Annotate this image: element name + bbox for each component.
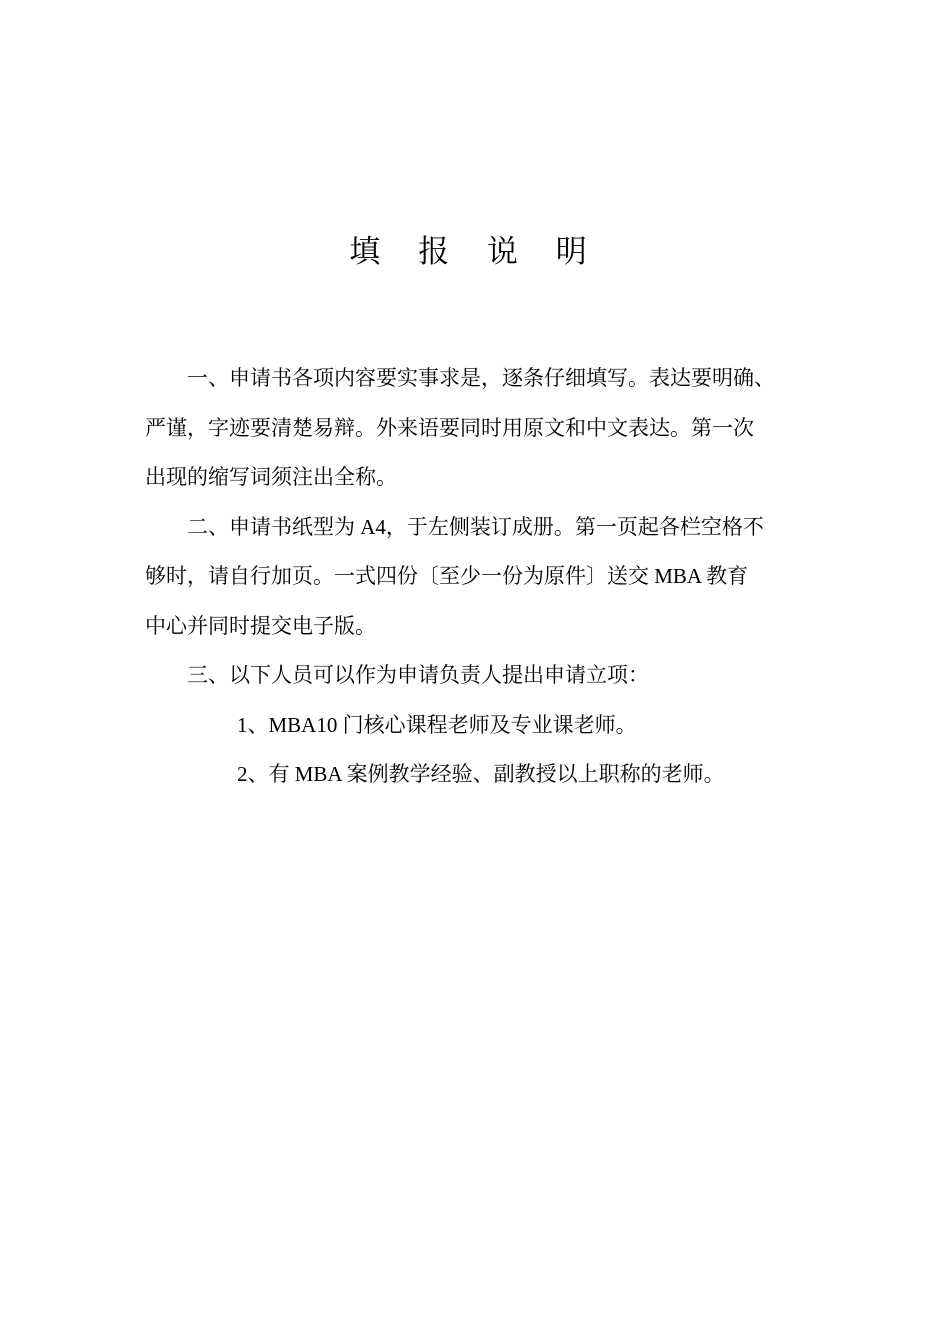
- paragraph-line: 一、申请书各项内容要实事求是，逐条仔细填写。表达要明确、: [187, 366, 775, 390]
- instruction-paragraph-2: [145, 503, 823, 652]
- eligible-item-2: 2、有 MBA 案例教学经验、副教授以上职称的老师。: [237, 762, 725, 786]
- instructions-body: [145, 354, 823, 800]
- paragraph-line: 够时，请自行加页。一式四份〔至少一份为原件〕送交 MBA 教育: [145, 564, 749, 588]
- paragraph-line: 严谨，字迹要清楚易辩。外来语要同时用原文和中文表达。第一次: [145, 415, 754, 440]
- instruction-paragraph-3: [145, 651, 823, 701]
- paragraph-line: 三、以下人员可以作为申请负责人提出申请立项：: [187, 663, 649, 687]
- paragraph-line: 中心并同时提交电子版。: [145, 613, 376, 638]
- page-title: 填 报 说 明: [349, 234, 601, 270]
- instruction-paragraph-1: [145, 354, 823, 503]
- paragraph-line: 出现的缩写词须注出全称。: [145, 465, 397, 489]
- eligible-item-1: 1、MBA10 门核心课程老师及专业课老师。: [237, 712, 637, 737]
- paragraph-line: 二、申请书纸型为 A4，于左侧装订成册。第一页起各栏空格不: [187, 514, 764, 539]
